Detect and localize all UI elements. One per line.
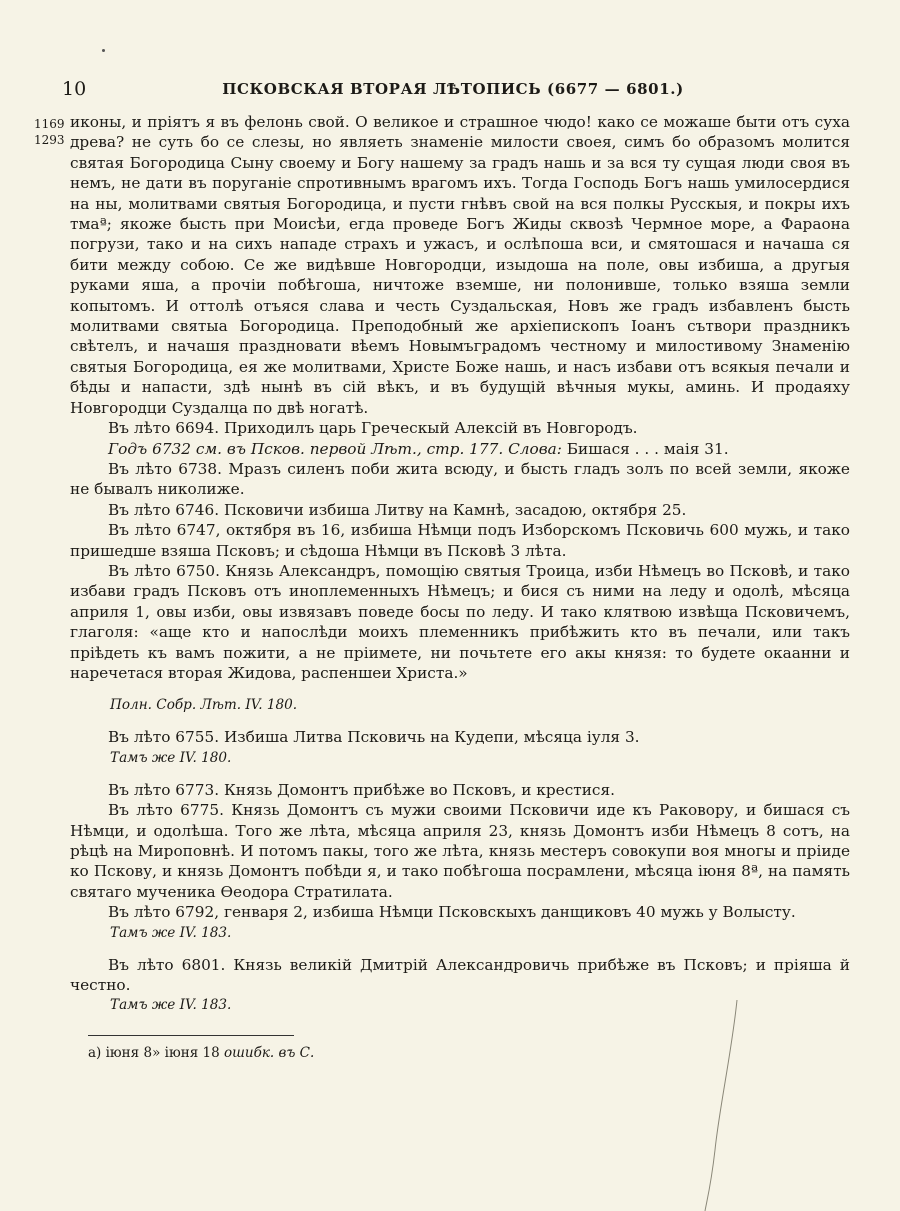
ink-speck [102, 49, 105, 52]
chronicle-text [70, 112, 850, 1015]
entry-6750: Въ лѣто 6750. Князь Александръ, помощію святыя Троица, изби Нѣмецъ во Псковѣ, и тако избави градъ Псковъ отъ иноплеменныхъ Нѣмецъ; и бися съ ними на леду и одолѣ, мѣсяца априля 1, овы изби, овы извязавъ поведе босы по леду. И тако клятвою извѣща Псковичемъ, глаголя: «аще кто и напослѣди моихъ племенникъ прибѣжить кто въ печали, или такъ пріѣдеть къ вамъ пожити, а не пріимете, ни почьтете его акы князя: то будете окаанни и наречетася вторая Жидова, распеншеи Христа.» [70, 561, 850, 682]
margin-years [34, 119, 70, 146]
entry-6792: Въ лѣто 6792, генваря 2, избиша Нѣмци Псковскыхъ данщиковъ 40 мужь у Волысту. [108, 903, 796, 922]
source-citation: Тамъ же IV. 183. [110, 924, 232, 941]
note-6732-italic: Годъ 6732 см. въ Псков. первой Лѣт., стр. 177. Слова: [108, 439, 562, 458]
margin-year-start: 1169 [34, 117, 65, 131]
page-number: 10 [62, 78, 87, 100]
margin-year-end: 1293 [34, 133, 65, 147]
footnote-italic: ошибк. въ С. [223, 1045, 315, 1061]
entry-6775: Въ лѣто 6775. Князь Домонтъ съ мужи своими Псковичи иде къ Раковору, и бишася съ Нѣмци, и одолѣша. Того же лѣта, мѣсяца априля 23, князь Домонтъ изби Нѣмецъ 8 сотъ, на рѣцѣ на Мироповнѣ. И потомъ пакы, того же лѣта, князь местеръ совокупи воя многы и пріиде ко Пскову, и князь Домонтъ побѣди я, и тако побѣгоша посрамлени, мѣсяца іюня 8ª, на память святаго мученика Ѳеодора Стратилата. [70, 801, 850, 901]
footnote-text: а) іюня 8» іюня 18 [88, 1045, 220, 1061]
source-citation: Тамъ же IV. 183. [110, 997, 232, 1014]
paragraph-miracle: иконы, и пріятъ я въ фелонь свой. О великое и страшное чюдо! како се можаше быти отъ суха древа? не суть бо се слезы, но являеть знаменіе милости своея, симъ бо образомъ молится святая Богородица Сыну своему и Богу нашему за градъ нашь и за вся ту сущая люди своя въ немъ, не дати въ поруганіе спротивнымъ врагомъ ихъ. Тогда Господь Богъ нашь умилосердися на ны, молитвами святыя Богородица, и пусти гнѣвъ свой на вся полкы Русскыя, и покры ихъ тмаª; якоже бысть при Моисѣи, егда проведе Богъ Жиды сквозѣ Чермное море, а Фараона погрузи, тако и на сихъ нападе страхъ и ужасъ, и ослѣпоша вси, и смятошася и начаша ся бити между собою. Се же видѣвше Новгородци, изыдоша на поле, овы избиша, а другыя руками яша, а прочіи побѣгоша, ничтоже вземше, ни полонивше, только взяша земли копытомъ. И оттолѣ отъяся слава и честь Суздальская, Новъ же градъ избавленъ бысть молитвами святыа Богородица. Преподобный же архіепископъ Іоанъ сътвори праздникъ свѣтелъ, и начашя праздновати вѣемъ Новымъградомъ честному и милостивому Знаменію святыя Богородица, ея же молитвами, Христе Боже нашь, и насъ избави отъ всякыя печали и бѣды и напасти, здѣ нынѣ въ сій вѣкъ, и въ будущій вѣчныя мукы, аминь. И продаяху Новгородци Суздалца по двѣ ногатѣ. [70, 113, 850, 417]
page-header [62, 78, 844, 100]
entry-6773: Въ лѣто 6773. Князь Домонтъ прибѣже во Псковъ, и крестися. [108, 780, 615, 799]
running-title: ПСКОВСКАЯ ВТОРАЯ ЛѢТОПИСЬ (6677 — 6801.) [222, 80, 684, 98]
footnote [88, 1045, 314, 1061]
footnote-divider [88, 1035, 294, 1036]
pencil-mark [697, 1000, 757, 1211]
source-citation: Полн. Собр. Лѣт. IV. 180. [110, 697, 298, 714]
source-citation: Тамъ же IV. 180. [110, 749, 232, 766]
entry-6755: Въ лѣто 6755. Избиша Литва Псковичь на Кудепи, мѣсяца іуля 3. [108, 728, 640, 747]
entry-6747: Въ лѣто 6747, октября въ 16, избиша Нѣмци подъ Изборскомъ Псковичь 600 мужь, и тако пришедше взяша Псковъ; и сѣдоша Нѣмци въ Псковѣ 3 лѣта. [70, 521, 850, 560]
note-6732-plain: Бишася . . . маія 31. [566, 439, 729, 458]
entry-6694: Въ лѣто 6694. Приходилъ царь Греческый Алексій въ Новгородъ. [108, 419, 638, 438]
note-6732 [70, 439, 850, 459]
entry-6746: Въ лѣто 6746. Псковичи избиша Литву на Камнѣ, засадою, октября 25. [108, 500, 687, 519]
entry-6801: Въ лѣто 6801. Князь великій Дмитрій Александровичь прибѣже въ Псковъ; и пріяша й честно. [70, 955, 850, 995]
entry-6738: Въ лѣто 6738. Мразъ силенъ поби жита всюду, и бысть гладъ золъ по всей земли, якоже не бывалъ николиже. [70, 459, 850, 499]
